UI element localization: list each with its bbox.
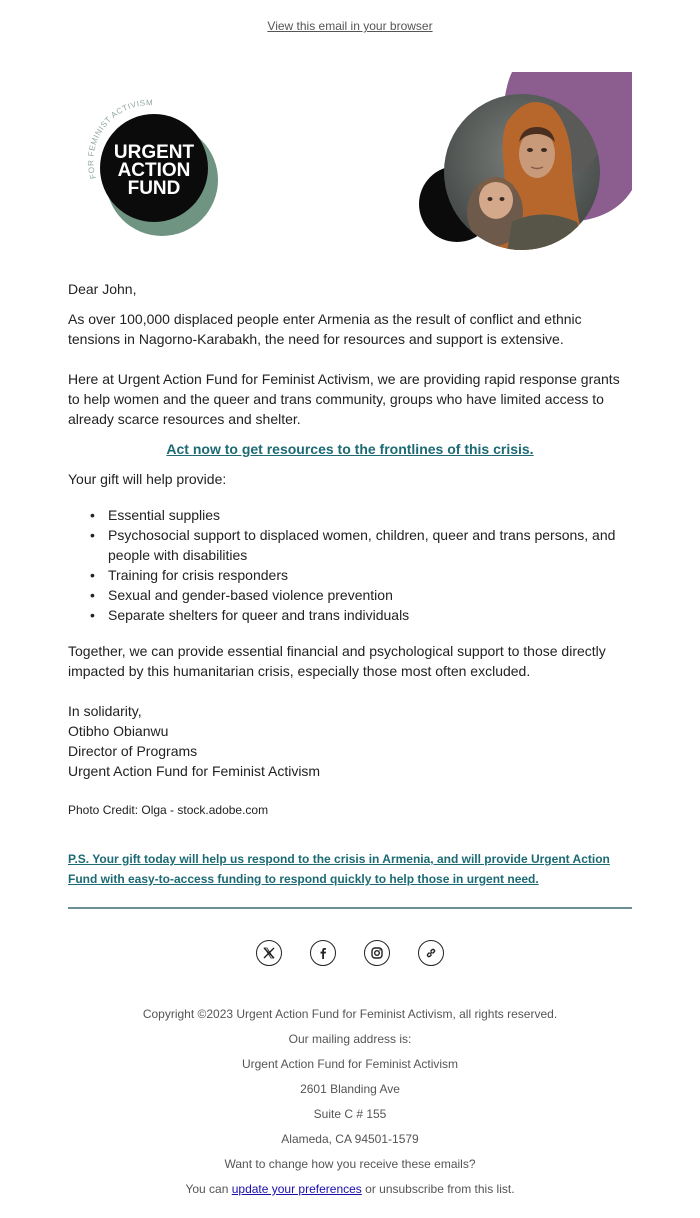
link-icon[interactable] [418, 940, 444, 966]
list-item: • Essential supplies [90, 507, 221, 523]
logo-graphic [82, 96, 222, 236]
view-in-browser-link[interactable]: View this email in your browser [267, 19, 433, 33]
logo-line-3: FUND [127, 178, 181, 199]
hero-image [412, 72, 632, 252]
signer-title: Director of Programs [68, 743, 198, 759]
list-item: • Sexual and gender-based violence prevention [90, 587, 393, 603]
instagram-icon[interactable] [364, 940, 390, 966]
change-prompt: Want to change how you receive these emails? [224, 1157, 476, 1171]
mailing-suite: Suite C # 155 [313, 1107, 387, 1121]
prefs-suffix: or unsubscribe from this list. [365, 1182, 515, 1196]
preferences-line [0, 1181, 700, 1206]
list-item: • Psychosocial support to displaced women, children, queer and trans persons, and people with disabilities [90, 527, 616, 563]
mailing-city: Alameda, CA 94501-1579 [281, 1132, 419, 1146]
logo-arc-text: FOR FEMINIST ACTIVISM [86, 98, 154, 180]
closing-paragraph: Together, we can provide essential financial and psychological support to those directly impacted by this humanitarian crisis, especially those most often excluded. [68, 643, 606, 679]
gift-intro: Your gift will help provide: [68, 471, 227, 487]
copyright: Copyright ©2023 Urgent Action Fund for Feminist Activism, all rights reserved. [142, 1007, 558, 1021]
social-links [0, 940, 700, 966]
mailing-org: Urgent Action Fund for Feminist Activism [241, 1057, 459, 1071]
urgent-action-fund-logo [82, 96, 222, 236]
list-item: • Training for crisis responders [90, 567, 288, 583]
mailing-label: Our mailing address is: [288, 1032, 412, 1046]
update-preferences-link[interactable]: update your preferences [231, 1182, 362, 1196]
salutation: Dear John, [68, 281, 137, 297]
divider [68, 907, 632, 909]
mailing-street: 2601 Blanding Ave [300, 1082, 400, 1096]
x-icon[interactable] [256, 940, 282, 966]
footer [0, 1006, 700, 1206]
signature-block [68, 701, 632, 781]
signoff: In solidarity, [68, 703, 142, 719]
hero-graphic [412, 72, 632, 252]
act-now-link[interactable]: Act now to get resources to the frontlines of this crisis. [166, 441, 534, 457]
mission-paragraph: Here at Urgent Action Fund for Feminist Activism, we are providing rapid response grants to help women and the queer and trans community, groups who have limited access to already scarce resources and shelter. [68, 371, 620, 427]
photo-credit: Photo Credit: Olga - stock.adobe.com [68, 803, 269, 817]
gift-bullet-list [90, 505, 628, 625]
prefs-prefix: You can [185, 1182, 229, 1196]
ps-link[interactable]: P.S. Your gift today will help us respond to the crisis in Armenia, and will provide Urgent Action Fund with easy-to-access funding to respond quickly to help those in urgent need. [68, 852, 610, 886]
facebook-icon[interactable] [310, 940, 336, 966]
intro-paragraph: As over 100,000 displaced people enter Armenia as the result of conflict and ethnic tensions in Nagorno-Karabakh, the need for resources and support is extensive. [68, 311, 582, 347]
signer-org: Urgent Action Fund for Feminist Activism [68, 763, 321, 779]
list-item: • Separate shelters for queer and trans individuals [90, 607, 410, 623]
logo-line-1: URGENT [113, 142, 195, 163]
signer-name: Otibho Obianwu [68, 723, 169, 739]
logo-line-2: ACTION [117, 160, 191, 181]
